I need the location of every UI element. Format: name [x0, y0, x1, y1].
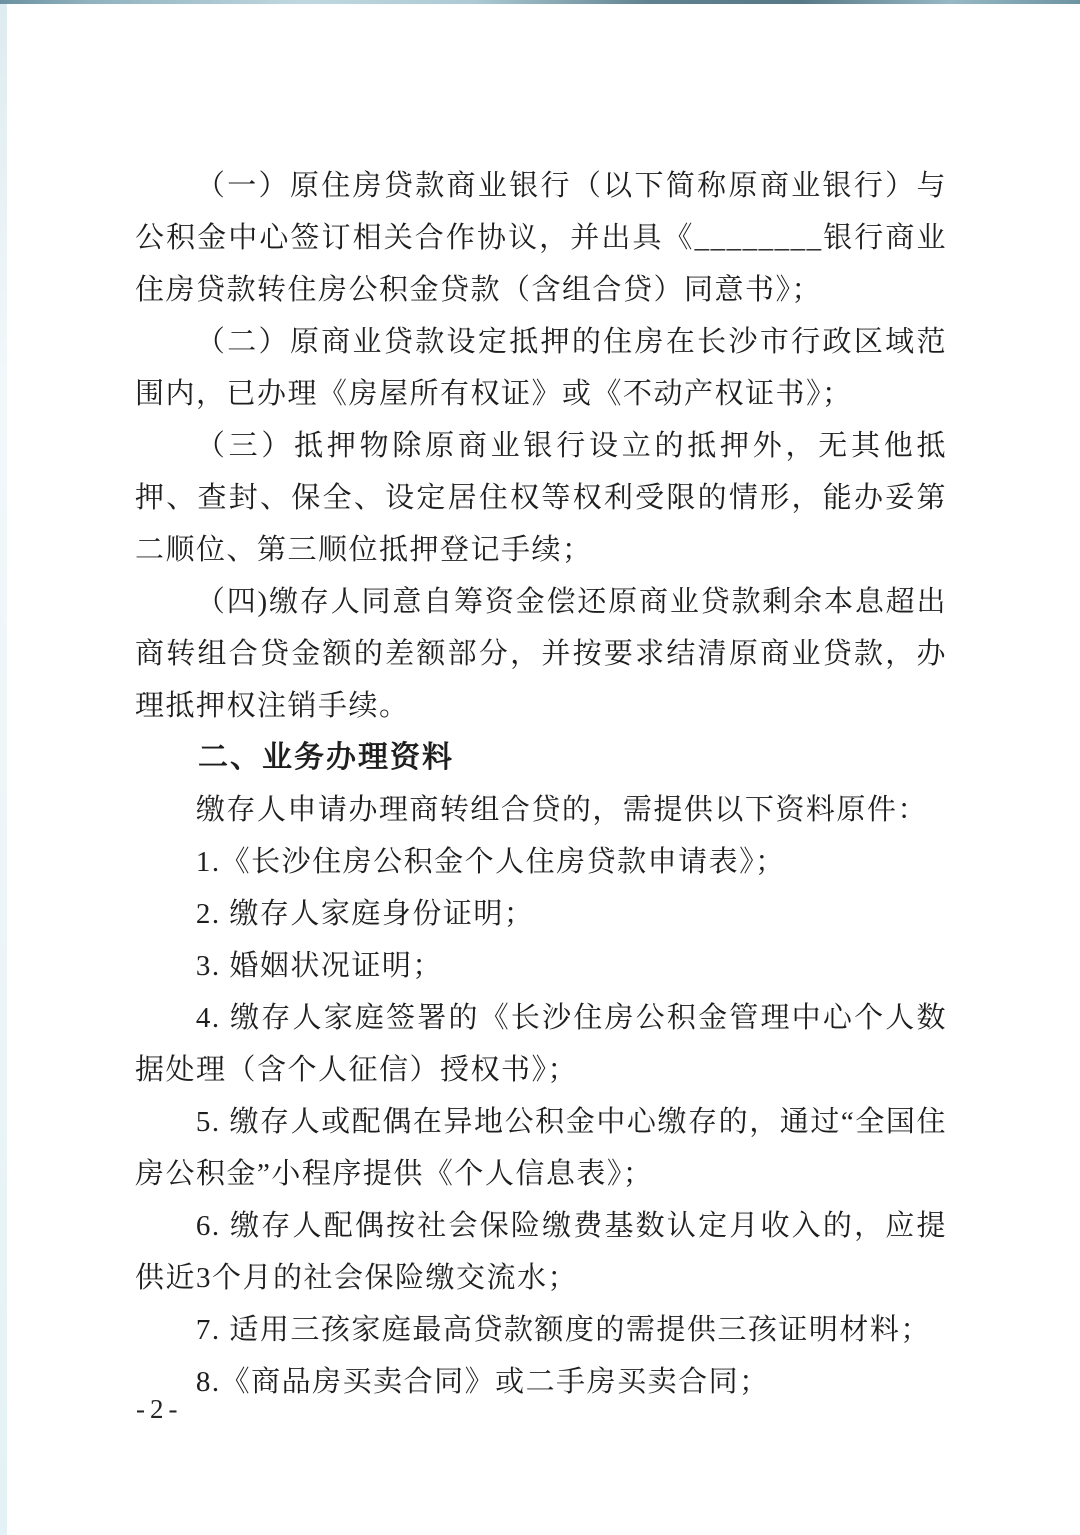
section-heading: 二、业务办理资料	[198, 741, 454, 774]
clause-paragraph-2: （二）原商业贷款设定抵押的住房在长沙市行政区域范围内，已办理《房屋所有权证》或《不动产权证书》；	[135, 326, 947, 410]
numbered-item-2: 2. 缴存人家庭身份证明；	[195, 898, 535, 930]
numbered-item-7: 7. 适用三孩家庭最高贷款额度的需提供三孩证明材料；	[195, 1314, 931, 1346]
clause-paragraph-4: （四)缴存人同意自筹资金偿还原商业贷款剩余本息超出商转组合贷金额的差额部分，并按要求结清原商业贷款，办理抵押权注销手续。	[135, 586, 947, 722]
scan-edge-artifact-top	[0, 0, 1080, 4]
intro-paragraph: 缴存人申请办理商转组合贷的，需提供以下资料原件：	[195, 794, 928, 826]
numbered-item-6: 6. 缴存人配偶按社会保险缴费基数认定月收入的，应提供近3个月的社会保险缴交流水；	[135, 1210, 947, 1294]
clause-paragraph-1: （一）原住房贷款商业银行（以下简称原商业银行）与公积金中心签订相关合作协议，并出具《________银行商业住房贷款转住房公积金贷款（含组合贷）同意书》；	[135, 170, 947, 306]
numbered-item-1: 1.《长沙住房公积金个人住房贷款申请表》；	[195, 846, 786, 878]
clause-paragraph-3: （三）抵押物除原商业银行设立的抵押外，无其他抵押、查封、保全、设定居住权等权利受限的情形，能办妥第二顺位、第三顺位抵押登记手续；	[135, 430, 947, 566]
numbered-item-8: 8.《商品房买卖合同》或二手房买卖合同；	[195, 1366, 770, 1398]
scan-edge-artifact-left	[0, 4, 7, 1535]
numbered-item-3: 3. 婚姻状况证明；	[195, 950, 443, 982]
numbered-item-5: 5. 缴存人或配偶在异地公积金中心缴存的，通过“全国住房公积金”小程序提供《个人信息表》；	[135, 1106, 947, 1190]
numbered-item-4: 4. 缴存人家庭签署的《长沙住房公积金管理中心个人数据处理（含个人征信）授权书》；	[135, 1002, 947, 1086]
document-body	[135, 160, 947, 1408]
page-number: -2-	[136, 1394, 183, 1424]
